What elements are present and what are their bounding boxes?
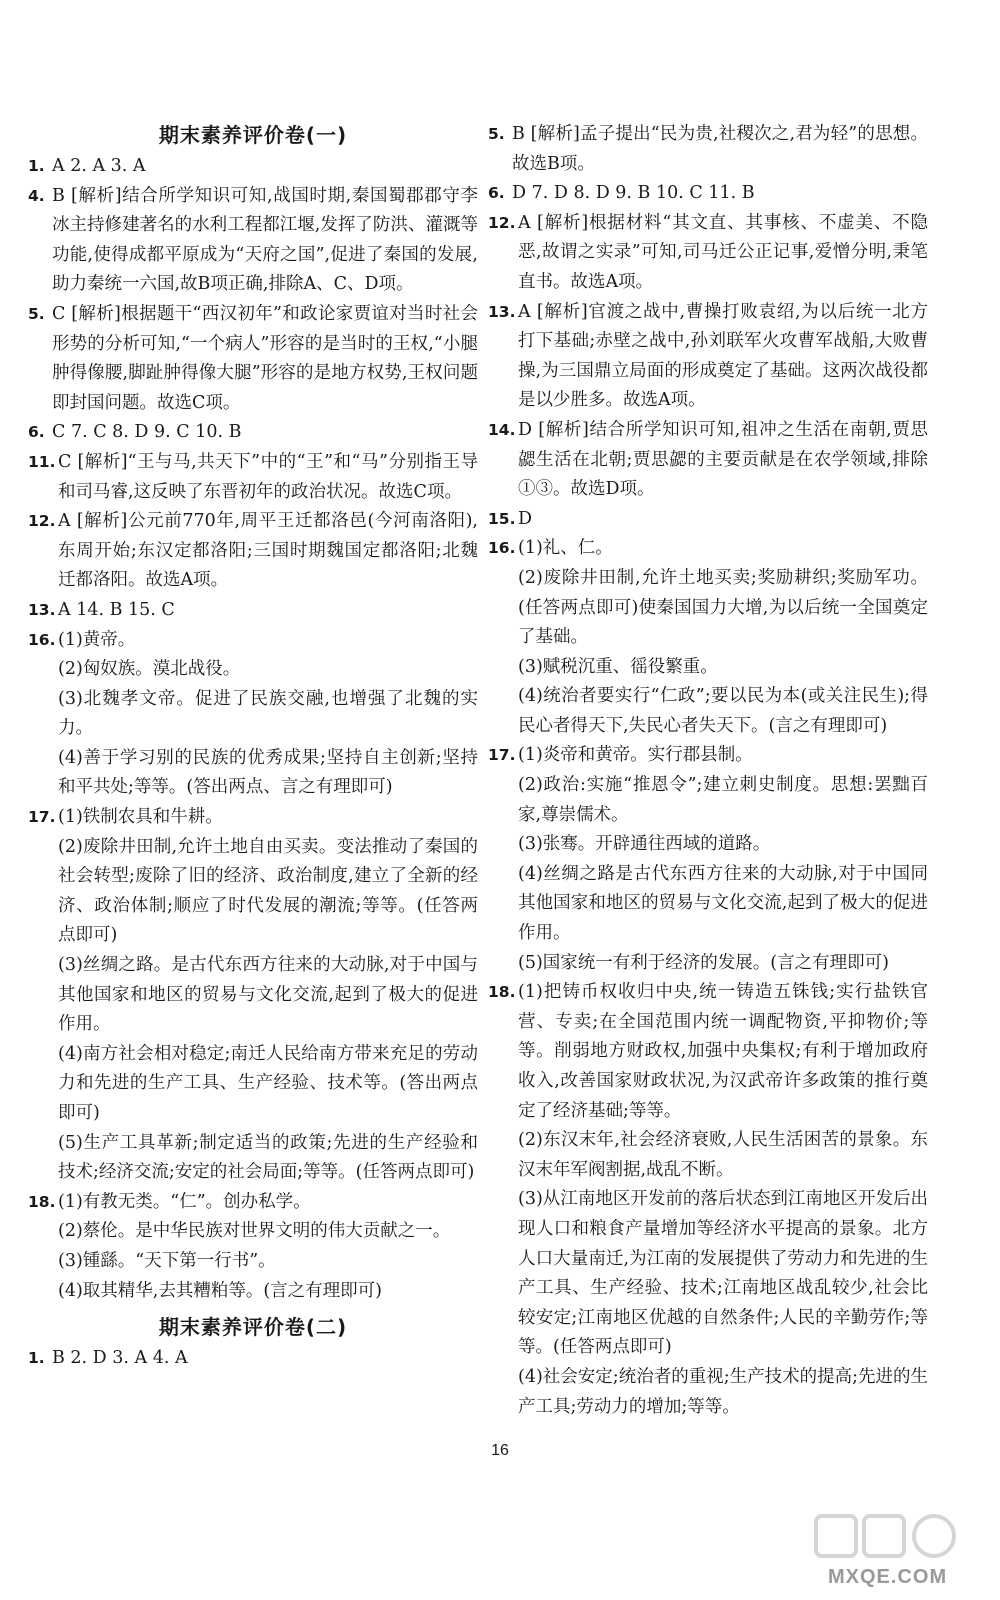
sub-answer: (2)匈奴族。漠北战役。 [58, 659, 241, 680]
sub-answer: (1)炎帝和黄帝。实行郡县制。 [518, 745, 753, 766]
item-number: 13. [28, 600, 56, 619]
item-number: 13. [488, 302, 516, 321]
sub-answer: (3)从江南地区开发前的落后状态到江南地区开发后出现人口和粮食产量增加等经济水平提高的景象。北方人口大量南迁,为江南的发展提供了劳动力和先进的生产工具、生产经验、技术;江南地区战乱较少,社会比较安定;江南地区优越的自然条件;人民的辛勤劳作;等等。(任答两点即可) [518, 1189, 928, 1358]
answer-item [488, 209, 928, 298]
item-text: A 2. A 3. A [52, 156, 146, 176]
item-text: A 14. B 15. C [58, 599, 175, 620]
item-number: 5. [488, 125, 505, 143]
item-text: A [解析]根据材料“其文直、其事核、不虚美、不隐恶,故谓之实录”可知,司马迁公正记事,爱憎分明,秉笔直书。故选A项。 [518, 212, 928, 292]
item-number: 4. [28, 186, 45, 205]
item-text: C [解析]根据题干“西汉初年”和政论家贾谊对当时社会形势的分析可知,“一个病人”形容的是当时的王权,“小腿肿得像腰,脚趾肿得像大腿”形容的是地方权势,王权问题即封国问题。故选C项。 [52, 303, 478, 413]
watermark-text: MXQE.COM [828, 1566, 948, 1588]
answer-item [28, 1344, 478, 1374]
sub-answer: (3)赋税沉重、徭役繁重。 [518, 656, 718, 677]
sub-answer: (1)把铸币权收归中央,统一铸造五铢钱;实行盐铁官营、专卖;在全国范围内统一调配物资,平抑物价;等等。削弱地方财政权,加强中央集权;有利于增加政府收入,改善国家财政状况,为汉武帝许多政策的推行奠定了经济基础;等等。 [518, 982, 928, 1121]
sub-answer: (4)统治者要实行“仁政”;要以民为本(或关注民生);得民心者得天下,失民心者失天下。(言之有理即可) [518, 686, 928, 736]
right-column [488, 120, 928, 1422]
item-number: 11. [28, 452, 56, 471]
page-number: 16 [491, 1442, 509, 1459]
sub-answer: (4)善于学习别的民族的优秀成果;坚持自主创新;坚持和平共处;等等。(答出两点、言之有理即可) [58, 747, 478, 798]
item-number: 15. [488, 509, 516, 528]
item-text: C 7. C 8. D 9. C 10. B [52, 422, 242, 443]
answer-item [28, 1188, 478, 1306]
item-number: 6. [28, 423, 45, 442]
answer-item [28, 507, 478, 596]
section-title-1: 期末素养评价卷(一) [158, 123, 348, 147]
right-answer-list [488, 120, 928, 1422]
item-number: 16. [28, 630, 56, 649]
answer-item [28, 448, 478, 507]
item-number: 12. [488, 213, 516, 232]
sub-answer: (3)北魏孝文帝。促进了民族交融,也增强了北魏的实力。 [58, 688, 478, 739]
answer-item [28, 182, 478, 300]
answer-item [28, 300, 478, 418]
sub-answer: (1)铁制农具和牛耕。 [58, 807, 223, 828]
left-answer-list [28, 152, 478, 1306]
answer-item [488, 416, 928, 505]
item-number: 14. [488, 420, 516, 439]
sub-answer: (2)东汉末年,社会经济衰败,人民生活困苦的景象。东汉末年军阀割据,战乱不断。 [518, 1130, 928, 1180]
item-text: C [解析]“王与马,共天下”中的“王”和“马”分别指王导和司马睿,这反映了东晋初年的政治状况。故选C项。 [58, 451, 478, 502]
item-number: 18. [28, 1192, 56, 1211]
item-number: 1. [28, 157, 45, 175]
answer-item [28, 626, 478, 804]
sub-answer: (1)有教无类。“仁”。创办私学。 [58, 1191, 311, 1212]
answer-item [488, 741, 928, 978]
sub-answer: (2)政治:实施“推恩令”;建立刺史制度。思想:罢黜百家,尊崇儒术。 [518, 775, 928, 825]
answer-item [488, 505, 928, 535]
sub-answer: (4)南方社会相对稳定;南迁人民给南方带来充足的劳动力和先进的生产工具、生产经验、技术等。(答出两点即可) [58, 1043, 478, 1123]
sub-answer: (3)锺繇。“天下第一行书”。 [58, 1250, 276, 1271]
sub-answer: (4)社会安定;统治者的重视;生产技术的提高;先进的生产工具;劳动力的增加;等等。 [518, 1366, 928, 1417]
answer-item [488, 978, 928, 1422]
answer-item [488, 120, 928, 179]
answer-item [28, 418, 478, 448]
item-number: 12. [28, 512, 56, 531]
sub-answer: (2)废除井田制,允许土地买卖;奖励耕织;奖励军功。(任答两点即可)使秦国国力大增,为以后统一全国奠定了基础。 [518, 567, 928, 648]
sub-answer: (4)取其精华,去其糟粕等。(言之有理即可) [58, 1280, 383, 1301]
item-number: 18. [488, 983, 516, 1002]
sub-answer: (1)黄帝。 [58, 629, 136, 650]
sub-answers [518, 978, 928, 1422]
item-text: A [解析]公元前770年,周平王迁都洛邑(今河南洛阳),东周开始;东汉定都洛阳;三国时期魏国定都洛阳;北魏迁都洛阳。故选A项。 [58, 511, 478, 591]
sub-answer: (4)丝绸之路是古代东西方往来的大动脉,对于中国同其他国家和地区的贸易与文化交流,起到了极大的促进作用。 [518, 863, 928, 944]
answer-item [488, 179, 928, 209]
sub-answers [518, 741, 928, 978]
sub-answer: (5)国家统一有利于经济的发展。(言之有理即可) [518, 952, 889, 973]
answer-item [488, 298, 928, 416]
item-text: D [解析]结合所学知识可知,祖冲之生活在南朝,贾思勰生活在北朝;贾思勰的主要贡献是在农学领域,排除①③。故选D项。 [518, 419, 928, 500]
item-number: 6. [488, 184, 505, 203]
answer-item [28, 152, 478, 182]
sub-answer: (1)礼、仁。 [518, 538, 613, 559]
item-number: 16. [488, 539, 516, 558]
sub-answer: (5)生产工具革新;制定适当的政策;先进的生产经验和技术;经济交流;安定的社会局面;等等。(任答两点即可) [58, 1132, 478, 1183]
item-text: B 2. D 3. A 4. A [52, 1348, 188, 1369]
sub-answer: (2)蔡伦。是中华民族对世界文明的伟大贡献之一。 [58, 1221, 451, 1242]
item-number: 5. [28, 304, 45, 323]
item-text: B [解析]孟子提出“民为贵,社稷次之,君为轻”的思想。故选B项。 [512, 124, 928, 174]
sub-answers [58, 1188, 478, 1306]
sub-answers [58, 626, 478, 804]
item-text: B [解析]结合所学知识可知,战国时期,秦国蜀郡郡守李冰主持修建著名的水利工程都江堰,发挥了防洪、灌溉等功能,使得成都平原成为“天府之国”,促进了秦国的发展,助力秦统一六国,故B项正确,排除A、C、D项。 [52, 185, 478, 295]
item-number: 17. [28, 808, 56, 827]
sub-answer: (2)废除井田制,允许土地自由买卖。变法推动了秦国的社会转型;废除了旧的经济、政治制度,建立了全新的经济、政治体制;顺应了时代发展的潮流;等等。(任答两点即可) [58, 836, 478, 946]
answer-item [28, 596, 478, 626]
sub-answers [58, 803, 478, 1188]
item-text: D 7. D 8. D 9. B 10. C 11. B [512, 183, 755, 204]
left-column [28, 118, 478, 1374]
item-text: D [518, 508, 533, 529]
sub-answer: (3)丝绸之路。是古代东西方往来的大动脉,对于中国与其他国家和地区的贸易与文化交流,起到了极大的促进作用。 [58, 955, 478, 1035]
item-number: 1. [28, 1349, 45, 1368]
sub-answers [518, 534, 928, 741]
sub-answer: (3)张骞。开辟通往西域的道路。 [518, 834, 771, 855]
answer-item [28, 803, 478, 1188]
item-text: A [解析]官渡之战中,曹操打败袁绍,为以后统一北方打下基础;赤壁之战中,孙刘联军火攻曹军战船,大败曹操,为三国鼎立局面的形成奠定了基础。这两次战役都是以少胜多。故选A项。 [518, 301, 928, 411]
answer-item [488, 534, 928, 741]
item-number: 17. [488, 746, 516, 765]
section-title-2: 期末素养评价卷(二) [158, 1315, 348, 1340]
